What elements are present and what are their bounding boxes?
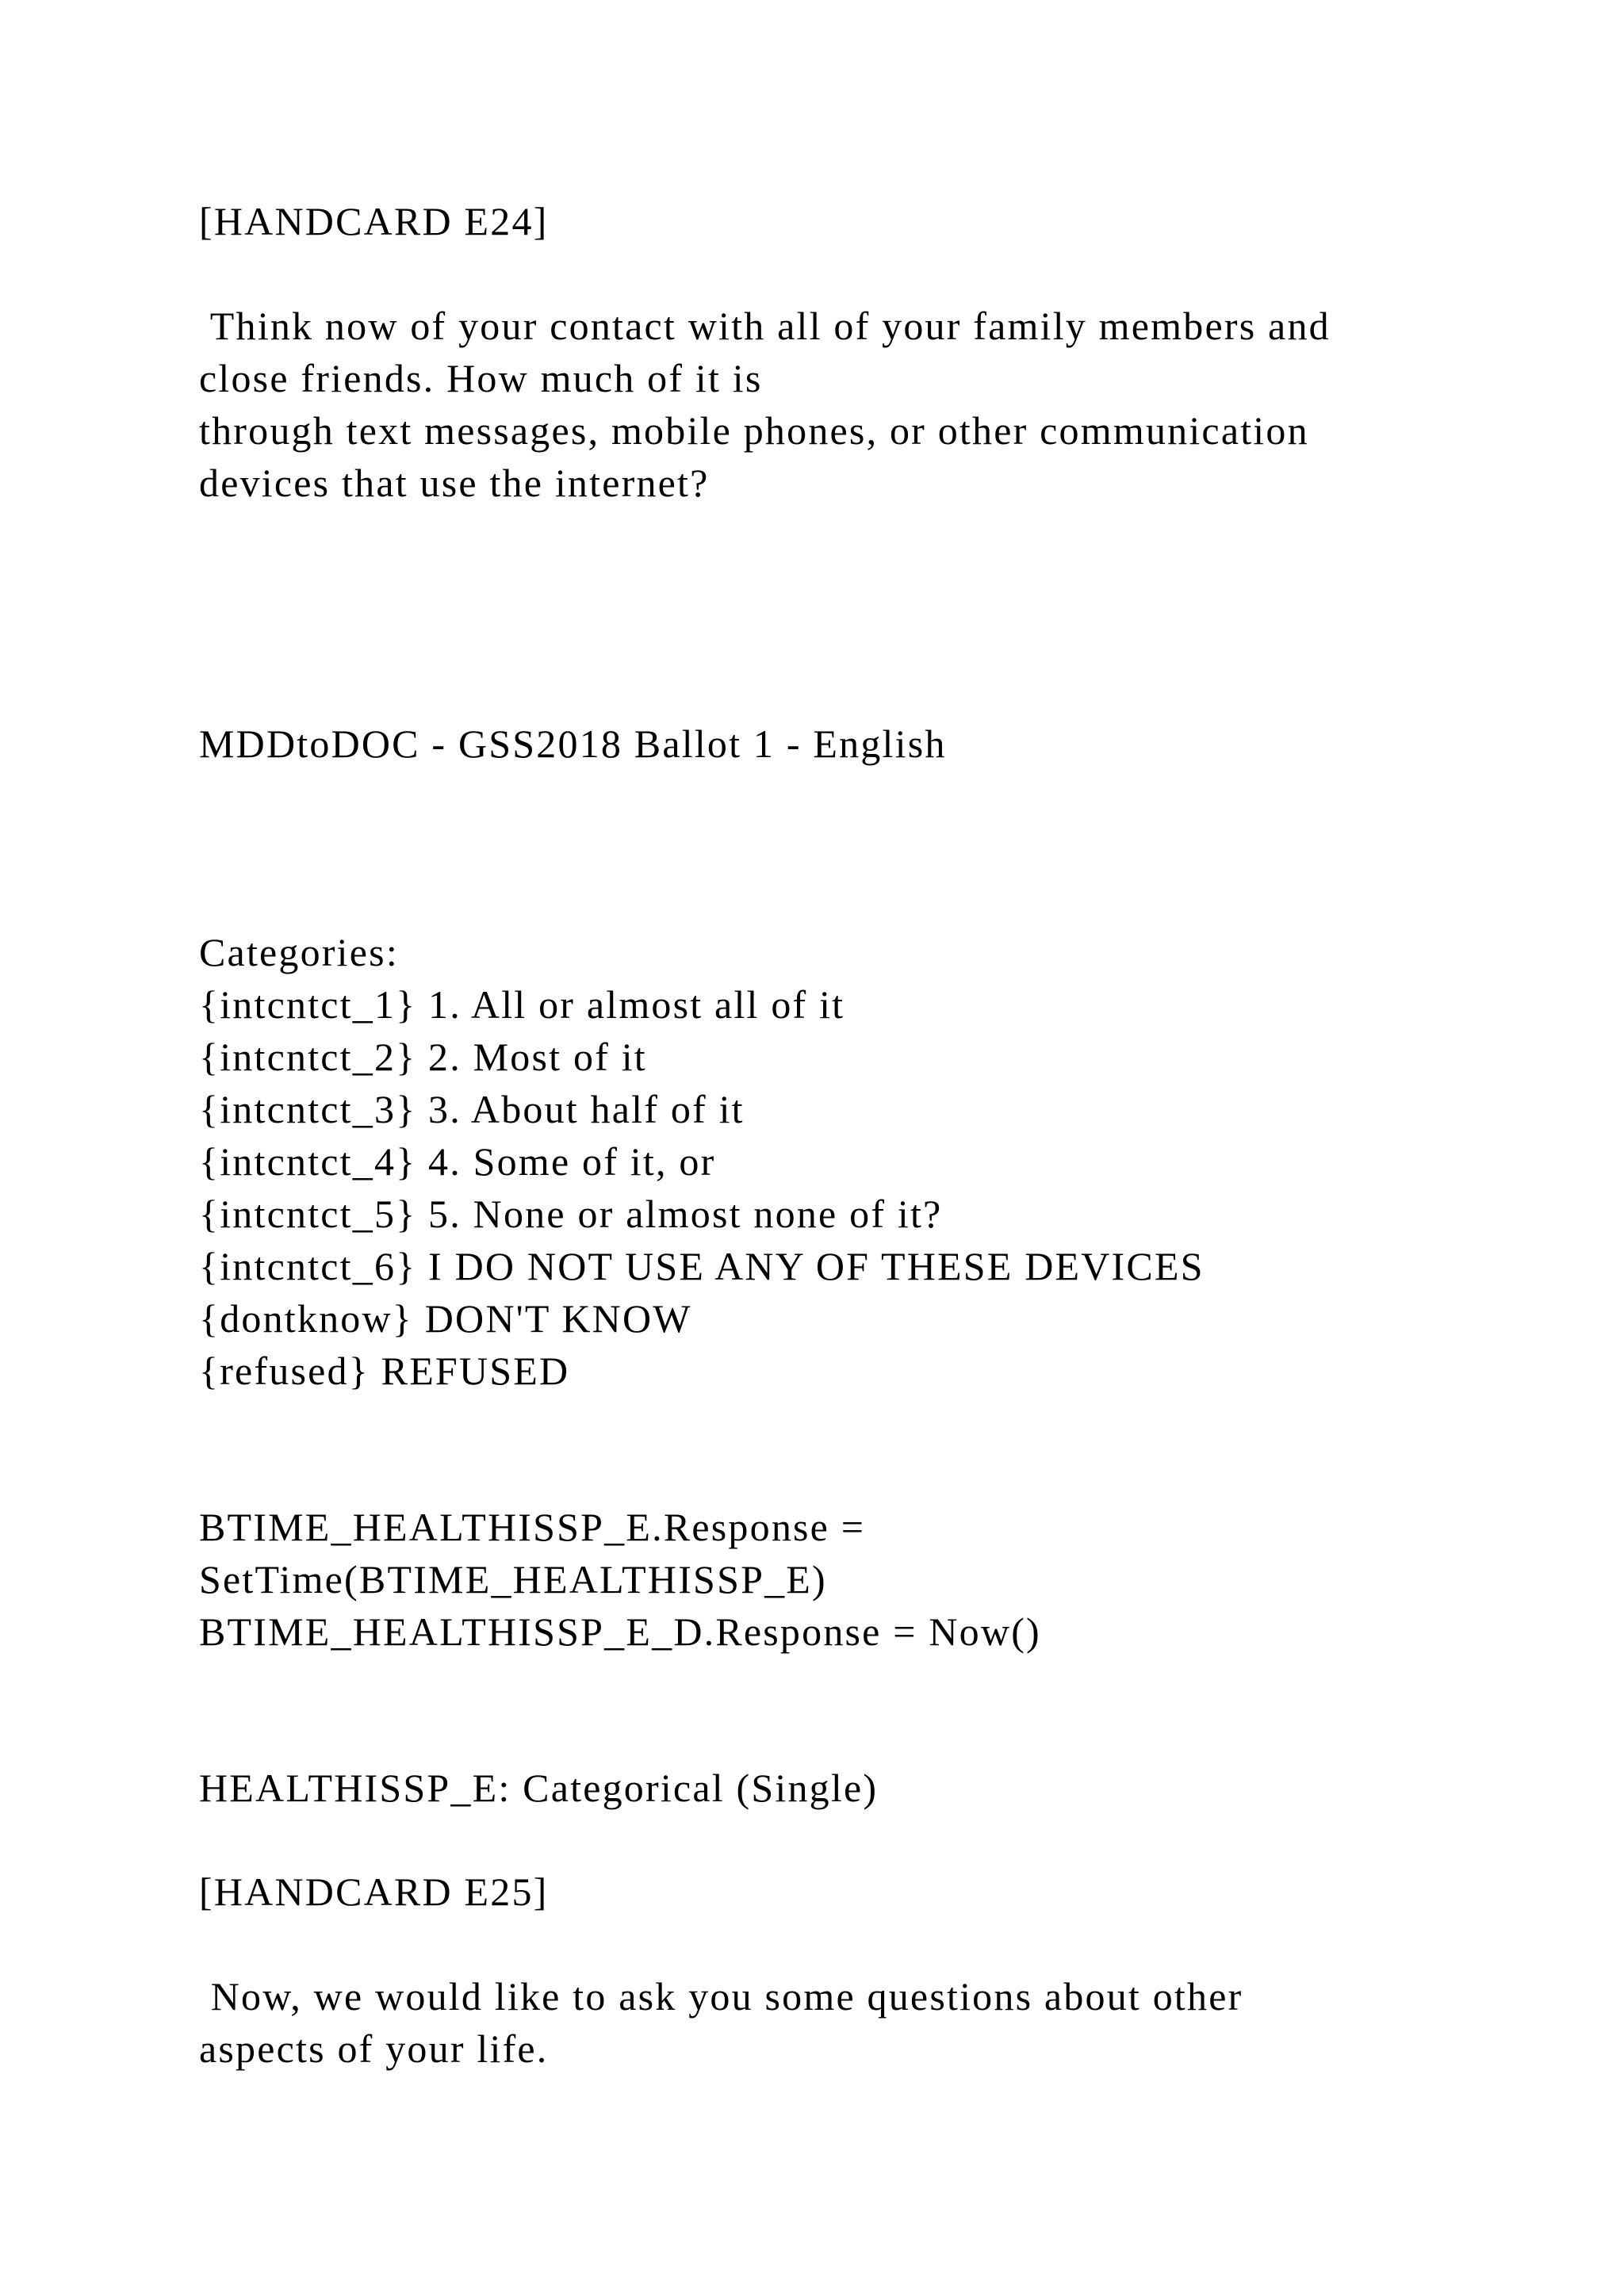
source-label: MDDtoDOC - GSS2018 Ballot 1 - English [199,721,947,766]
variable-definition: HEALTHISSP_E: Categorical (Single) [199,1766,879,1810]
handcard-e25-label: [HANDCARD E25] [199,1869,549,1914]
question-2-text-line-2: aspects of your life. [199,2026,549,2071]
category-option: {intcntct_2} 2. Most of it [199,1035,647,1079]
category-option: {refused} REFUSED [199,1349,570,1393]
category-option: {dontknow} DON'T KNOW [199,1296,692,1341]
category-option: {intcntct_5} 5. None or almost none of it? [199,1192,943,1236]
question-text-line-2: close friends. How much of it is [199,356,763,400]
categories-title: Categories: [199,930,399,974]
code-line: BTIME_HEALTHISSP_E.Response = [199,1505,866,1549]
category-option: {intcntct_3} 3. About half of it [199,1087,745,1131]
code-line: SetTime(BTIME_HEALTHISSP_E) [199,1557,827,1601]
handcard-e24-label: [HANDCARD E24] [199,199,549,243]
category-option: {intcntct_4} 4. Some of it, or [199,1139,716,1184]
question-text-line-4: devices that use the internet? [199,461,710,505]
question-text-line-1: Think now of your contact with all of your family members and [199,304,1331,348]
category-option: {intcntct_6} I DO NOT USE ANY OF THESE DEVICES [199,1244,1205,1288]
question-2-text-line-1: Now, we would like to ask you some questions about other [199,1974,1243,2019]
category-option: {intcntct_1} 1. All or almost all of it [199,982,845,1027]
question-text-line-3: through text messages, mobile phones, or other communication [199,408,1309,453]
code-line: BTIME_HEALTHISSP_E_D.Response = Now() [199,1609,1041,1654]
